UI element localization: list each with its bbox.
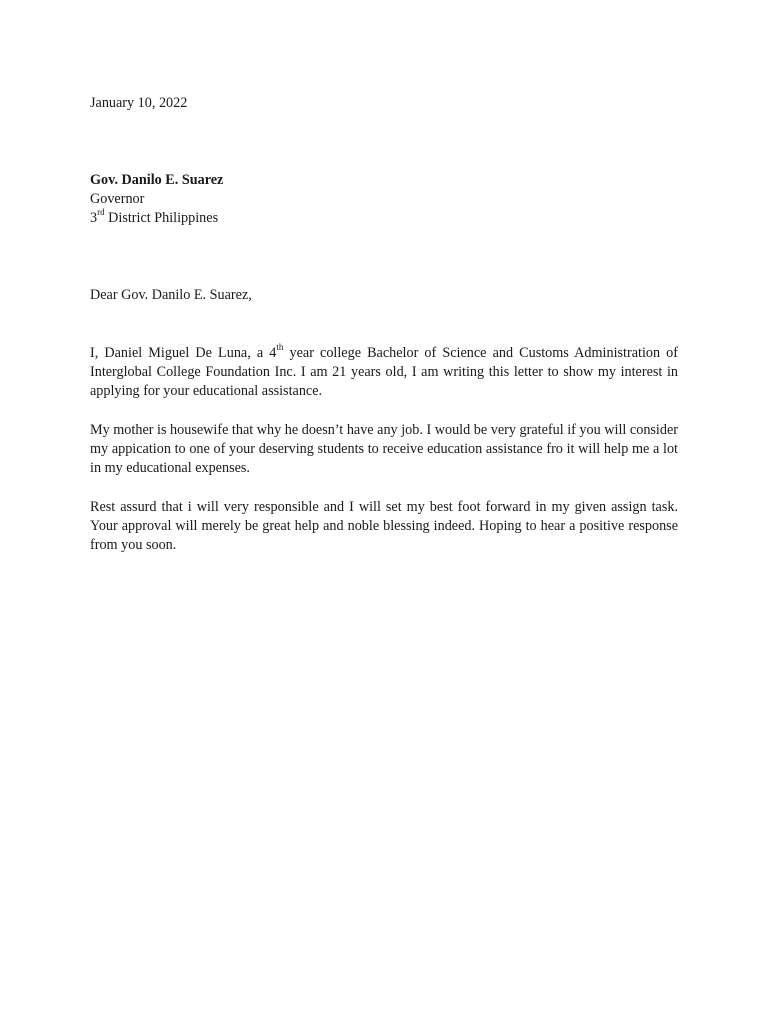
salutation: Dear Gov. Danilo E. Suarez, (90, 287, 252, 303)
body-paragraph-2: My mother is housewife that why he doesn’t have any job. I would be very grateful if you will consider my appication to one of your deserving students to receive education assistance fro it will help me a lot in my educational expenses. (90, 422, 678, 476)
district-suffix: rd (97, 207, 105, 218)
letter-date: January 10, 2022 (90, 95, 188, 111)
district-text: District Philippines (104, 210, 219, 226)
paragraph-1-text-a: I, Daniel Miguel De Luna, a 4 (90, 345, 277, 361)
recipient-title: Governor (90, 191, 145, 207)
paragraph-1-text-b: year college Bachelor of Science and Customs Administration of Interglobal College Foundation Inc. I am 21 years old, I am writing this letter to show my interest in applying for your educational assistance. (90, 345, 678, 399)
body-paragraph-3: Rest assurd that i will very responsible and I will set my best foot forward in my given assign task. Your approval will merely be great help and noble blessing indeed. Hoping to hear a positive response from you soon. (90, 499, 678, 553)
paragraph-1-superscript: th (276, 342, 284, 353)
recipient-name: Gov. Danilo E. Suarez (90, 172, 224, 188)
district-number: 3 (90, 210, 98, 226)
body-paragraph-1 (90, 344, 678, 401)
recipient-address (90, 209, 218, 228)
